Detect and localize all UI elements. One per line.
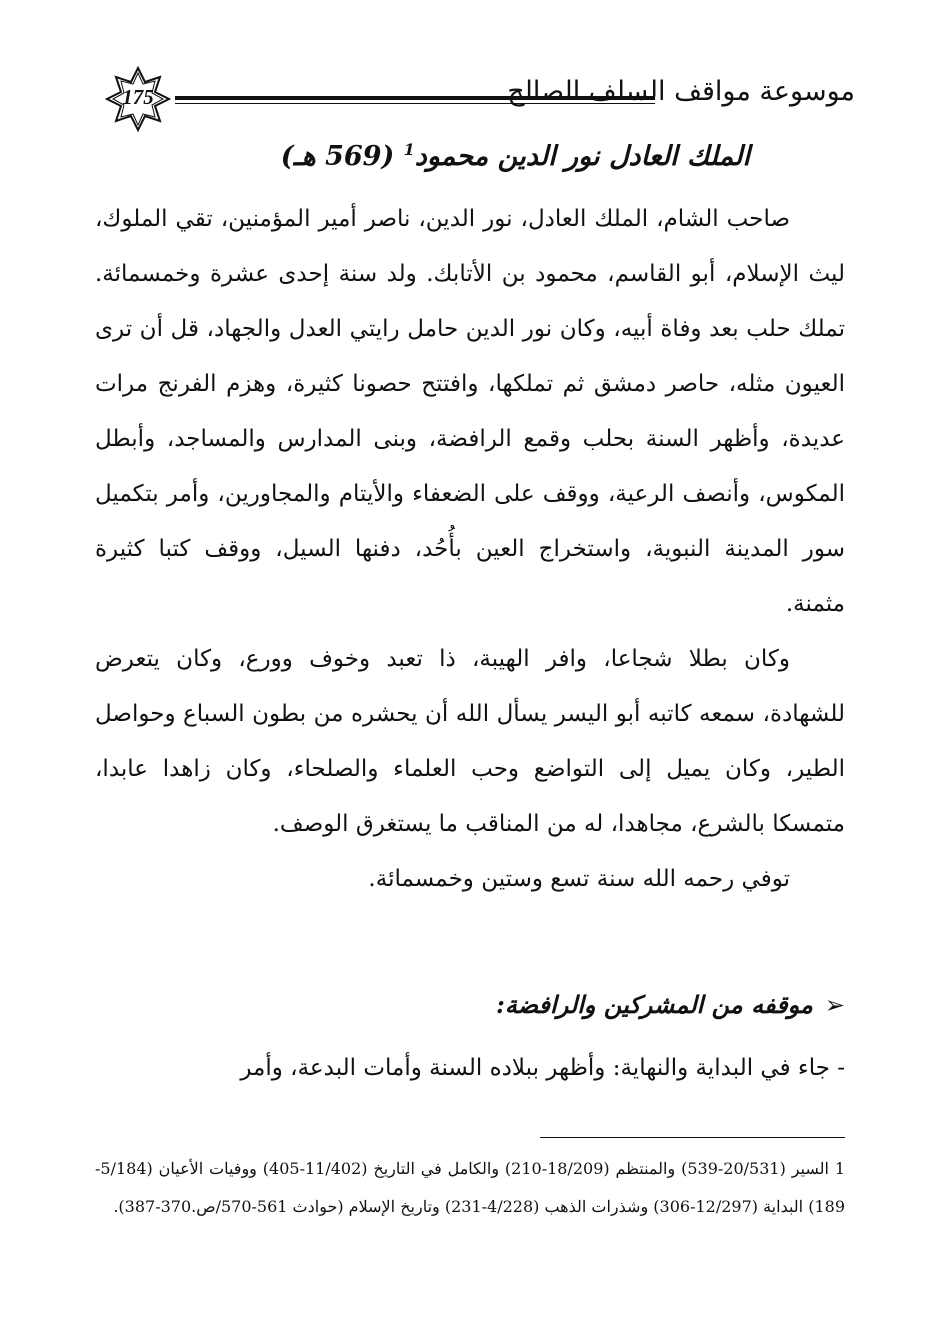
- section-heading: [95, 990, 845, 1019]
- footnote-item: 1 السير (20/531-539) والمنتظم (18/209-210) والكامل في التاريخ (11/402-405) ووفيات الأعيان (5/184-189) البداية (12/297-306) وشذرات الذهب (4/228-231) وتاريخ الإسلام (حوادث 561-570/ص.370-387).: [95, 1159, 845, 1216]
- footnote-separator: [540, 1137, 845, 1138]
- footnotes: [95, 1150, 845, 1226]
- entry-title: [90, 140, 750, 190]
- series-title: موسوعة مواقف السلف الصالح: [507, 76, 855, 107]
- bullet-quote: - جاء في البداية والنهاية: وأظهر ببلاده السنة وأمات البدعة، وأمر: [240, 1055, 845, 1081]
- page-number: 175: [122, 85, 154, 109]
- arrow-bullet-icon: ➢: [824, 991, 845, 1019]
- section-heading-text: موقفه من المشركين والرافضة:: [496, 990, 813, 1019]
- entry-year: (569 هـ): [280, 141, 404, 172]
- entry-title-text: الملك العادل نور الدين محمود: [414, 141, 750, 172]
- body-text: [95, 192, 845, 907]
- page-number-badge: [105, 66, 171, 132]
- paragraph-death: توفي رحمه الله سنة تسع وستين وخمسمائة.: [368, 866, 790, 892]
- footnote-ref: 1: [403, 140, 415, 159]
- page-header: [95, 66, 855, 132]
- paragraph-biography: صاحب الشام، الملك العادل، نور الدين، ناصر أمير المؤمنين، تقي الملوك، ليث الإسلام، أبو القاسم، محمود بن الأتابك. ولد سنة إحدى عشرة وخمسمائة. تملك حلب بعد وفاة أبيه، وكان نور الدين حامل رايتي العدل والجهاد، قل أن ترى العيون مثله، حاصر دمشق ثم تملكها، وافتتح حصونا كثيرة، وهزم الفرنج مرات عديدة، وأظهر السنة بحلب وقمع الرافضة، وبنى المدارس والمساجد، وأبطل المكوس، وأنصف الرعية، ووقف على الضعفاء والأيتام والمجاورين، وأمر بتكميل سور المدينة النبوية، واستخراج العين بأُحُد، دفنها السيل، ووقف كتبا كثيرة مثمنة.: [95, 206, 845, 617]
- paragraph-character: وكان بطلا شجاعا، وافر الهيبة، ذا تعبد وخوف وورع، وكان يتعرض للشهادة، سمعه كاتبه أبو اليسر يسأل الله أن يحشره من بطون السباع وحواصل الطير، وكان يميل إلى التواضع وحب العلماء والصلحاء، وكان زاهدا عابدا، متمسكا بالشرع، مجاهدا، له من المناقب ما يستغرق الوصف.: [95, 646, 845, 837]
